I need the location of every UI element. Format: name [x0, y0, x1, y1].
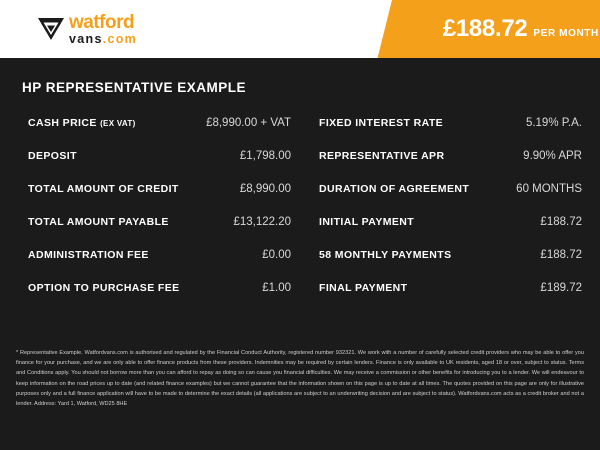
row-label-text: DURATION OF AGREEMENT	[319, 183, 470, 195]
row-label-text: FIXED INTEREST RATE	[319, 117, 444, 129]
row-label-text: FINAL PAYMENT	[319, 282, 408, 294]
row-label	[28, 282, 180, 294]
page-title: HP REPRESENTATIVE EXAMPLE	[22, 80, 247, 95]
table-row	[319, 183, 582, 216]
table-row	[28, 216, 291, 249]
logo-line-one	[69, 13, 137, 32]
row-label-text: INITIAL PAYMENT	[319, 216, 415, 228]
table-row	[28, 282, 291, 315]
row-value: £189.72	[540, 282, 582, 294]
table-row	[319, 150, 582, 183]
row-label	[28, 150, 77, 162]
monthly-price-inner	[443, 15, 599, 43]
row-label	[319, 282, 407, 294]
row-label-text: REPRESENTATIVE APR	[319, 150, 445, 162]
table-row	[28, 183, 291, 216]
row-label	[319, 183, 469, 195]
row-label	[319, 150, 444, 162]
row-value: £8,990.00 + VAT	[206, 117, 291, 129]
monthly-price-banner	[378, 0, 600, 58]
row-label-text: 58 MONTHLY PAYMENTS	[319, 249, 452, 261]
monthly-price-amount: £188.72	[442, 15, 528, 42]
table-row	[319, 249, 582, 282]
row-value: £1.00	[262, 282, 291, 294]
finance-details-left-column	[28, 117, 305, 315]
chevron-logo-icon	[38, 16, 64, 42]
logo-wordmark	[69, 13, 137, 46]
table-row	[319, 282, 582, 315]
logo-line-two-text: vans	[69, 31, 103, 46]
table-row	[319, 117, 582, 150]
row-label	[28, 249, 149, 261]
row-value: 60 MONTHS	[516, 183, 582, 195]
row-value: 9.90% APR	[523, 150, 582, 162]
row-label-text: TOTAL AMOUNT OF CREDIT	[28, 183, 179, 195]
row-label-text: DEPOSIT	[28, 150, 77, 162]
finance-details-table	[0, 117, 600, 315]
page-header	[0, 0, 600, 58]
row-label-text: OPTION TO PURCHASE FEE	[28, 282, 180, 294]
logo-line-one-text: watford	[69, 11, 135, 33]
logo-line-two-suffix: .com	[102, 31, 138, 46]
logo-line-two	[69, 33, 137, 46]
row-label	[28, 183, 179, 195]
row-label-text: ADMINISTRATION FEE	[28, 249, 149, 261]
row-value: £1,798.00	[239, 150, 291, 162]
finance-details-right-column	[305, 117, 582, 315]
row-label	[28, 117, 136, 129]
row-value: £13,122.20	[233, 216, 291, 228]
row-label	[319, 249, 451, 261]
row-label	[319, 216, 414, 228]
row-label	[28, 216, 169, 228]
row-label-text: TOTAL AMOUNT PAYABLE	[28, 216, 169, 228]
monthly-price-period: PER MONTH	[533, 28, 599, 39]
watford-vans-logo[interactable]	[38, 13, 137, 46]
row-value: £8,990.00	[239, 183, 291, 195]
table-row	[28, 150, 291, 183]
table-row	[28, 117, 291, 150]
table-row	[319, 216, 582, 249]
disclaimer-text: * Representative Example. Watfordvans.com is authorised and regulated by the Financial Conduct Authority, registered number 932321. We work with a number of carefully selected credit providers who may be able to offer you finance for your purchase, and we are only able to offer finance products from these providers. Indemnities may be required by certain lenders. Finance is only available to UK residents, aged 18 or over, subject to status. Terms and Conditions apply. You should not borrow more than you can afford to repay as doing so can cause you financial difficulties. We may receive a commission or other benefits for introducing you to a lender. We will endeavour to keep information on the road prices up to date (and related finance examples) but we cannot guarantee that the information shown on this page is up to date at all times. The quotes provided on this page are only for illustrative purposes only and a full finance application will have to be made to determine the exact details (all applications are subject to an underwriting decision and are subject to status). Watfordvans.com acts as a credit broker and not a lender. Address: Yard 1, Watford, WD25 8HE	[16, 350, 584, 407]
row-value: 5.19% P.A.	[525, 117, 582, 129]
row-label-sub: (EX VAT)	[100, 119, 136, 128]
row-label-text: CASH PRICE	[28, 117, 97, 129]
table-row	[28, 249, 291, 282]
row-label	[319, 117, 443, 129]
row-value: £188.72	[540, 249, 582, 261]
row-value: £188.72	[540, 216, 582, 228]
row-value: £0.00	[262, 249, 291, 261]
